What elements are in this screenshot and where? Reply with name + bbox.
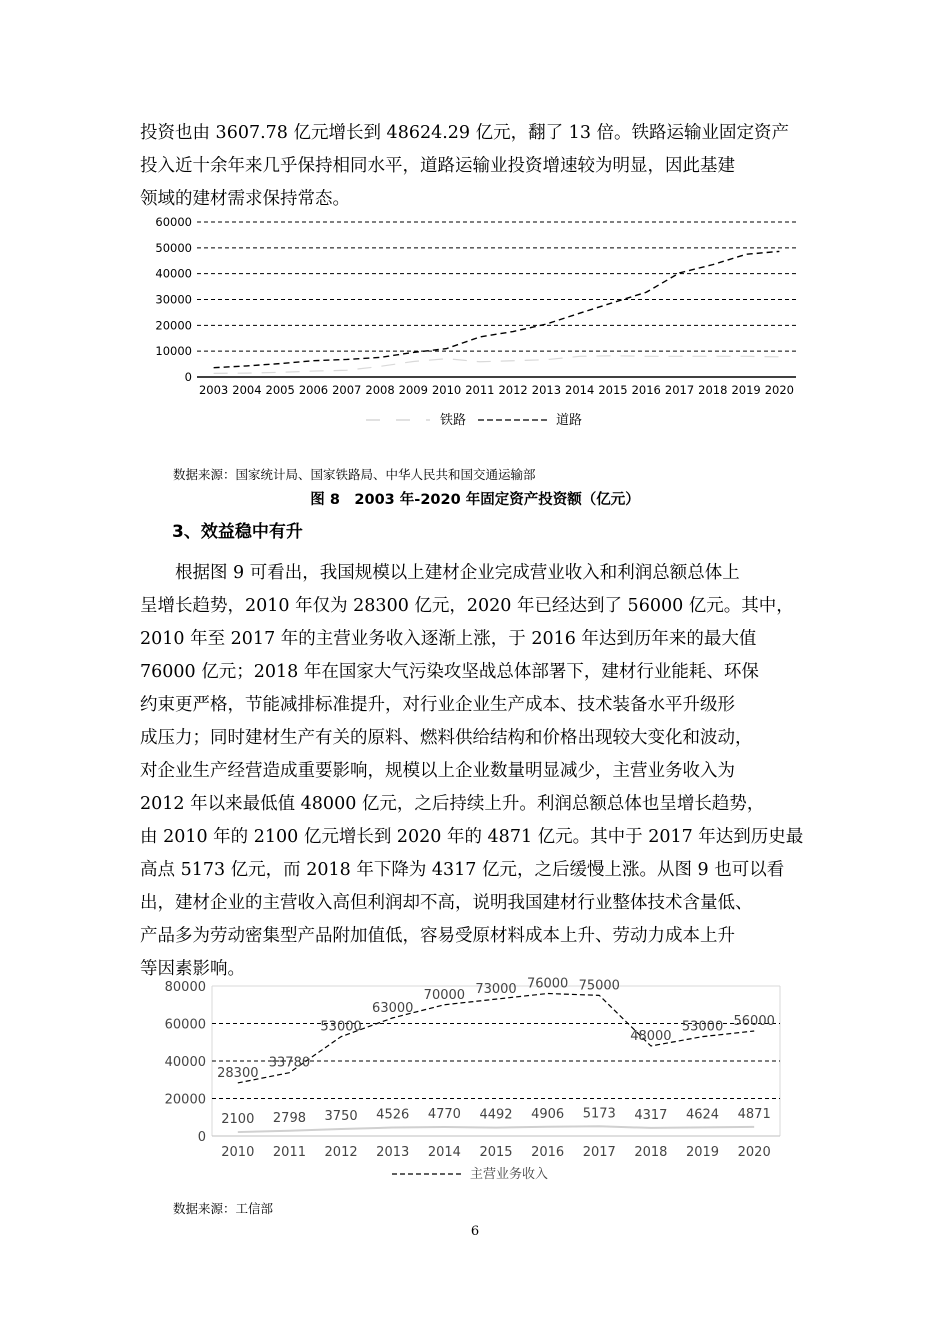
revenue-profit-chart bbox=[0, 972, 950, 1192]
text-line: 约束更严格，节能减排标准提升，对行业企业生产成本、技术装备水平升级形 bbox=[140, 695, 735, 715]
figure8-caption: 图 8 2003 年-2020 年固定资产投资额（亿元） bbox=[310, 492, 640, 508]
data-label-revenue: 76000 bbox=[526, 976, 569, 992]
y-tick-label: 0 bbox=[184, 370, 192, 384]
text-line: 投资也由 3607.78 亿元增长到 48624.29 亿元，翻了 13 倍。铁路运输业固定资产 bbox=[140, 123, 790, 143]
data-label-revenue: 75000 bbox=[578, 978, 620, 994]
text-line: 投入近十余年来几乎保持相同水平，道路运输业投资增速较为明显，因此基建 bbox=[140, 156, 735, 176]
x-tick-label: 2015 bbox=[479, 1145, 513, 1160]
y-tick-label: 10000 bbox=[155, 344, 192, 359]
x-tick-label: 2011 bbox=[465, 383, 495, 397]
x-tick-label: 2013 bbox=[376, 1145, 410, 1160]
body-paragraph bbox=[140, 557, 820, 986]
text-line: 等因素影响。 bbox=[140, 959, 245, 979]
data-label-profit: 4492 bbox=[479, 1107, 513, 1123]
text-line: 出，建材企业的主营收入高但利润却不高，说明我国建材行业整体技术含量低、 bbox=[140, 893, 753, 913]
y-tick-label: 20000 bbox=[155, 318, 192, 333]
x-tick-label: 2015 bbox=[598, 383, 628, 397]
data-label-profit: 4317 bbox=[634, 1107, 668, 1123]
text-line: 产品多为劳动密集型产品附加值低，容易受原材料成本上升、劳动力成本上升 bbox=[140, 926, 735, 946]
series-line-road bbox=[214, 251, 780, 367]
text-line: 由 2010 年的 2100 亿元增长到 2020 年的 4871 亿元。其中于 2017 年达到历史最 bbox=[140, 827, 804, 847]
data-label-revenue: 56000 bbox=[733, 1014, 775, 1029]
x-tick-label: 2011 bbox=[272, 1145, 307, 1160]
x-tick-label: 2016 bbox=[631, 383, 661, 397]
page-number: 6 bbox=[470, 1224, 480, 1239]
series-line-revenue bbox=[238, 994, 754, 1083]
legend-label-railway: 铁路 bbox=[440, 413, 467, 428]
series-line-profit bbox=[238, 1126, 754, 1132]
figure8-source: 数据来源：国家统计局、国家铁路局、中华人民共和国交通运输部 bbox=[173, 467, 536, 482]
y-tick-label: 0 bbox=[197, 1130, 206, 1145]
data-label-profit: 4526 bbox=[376, 1107, 410, 1123]
x-tick-label: 2009 bbox=[398, 383, 428, 397]
x-tick-label: 2008 bbox=[365, 383, 395, 397]
fixed-asset-investment-chart bbox=[0, 212, 950, 472]
y-tick-label: 40000 bbox=[155, 266, 192, 281]
data-label-profit: 5173 bbox=[582, 1106, 616, 1122]
text-line: 对企业生产经营造成重要影响，规模以上企业数量明显减少，主营业务收入为 bbox=[140, 761, 735, 781]
data-label-profit: 4624 bbox=[685, 1107, 720, 1123]
data-label-profit: 2100 bbox=[221, 1112, 255, 1128]
data-label-revenue: 48000 bbox=[630, 1029, 672, 1044]
y-tick-label: 50000 bbox=[155, 240, 192, 255]
x-tick-label: 2003 bbox=[198, 383, 229, 397]
y-tick-label: 20000 bbox=[164, 1092, 206, 1108]
x-tick-label: 2012 bbox=[498, 383, 528, 397]
data-label-profit: 4906 bbox=[531, 1106, 565, 1122]
series-line-railway bbox=[214, 356, 780, 374]
data-label-profit: 4770 bbox=[427, 1107, 461, 1123]
x-tick-label: 2017 bbox=[664, 383, 695, 397]
x-tick-label: 2020 bbox=[737, 1145, 771, 1160]
x-tick-label: 2010 bbox=[221, 1145, 255, 1160]
x-tick-label: 2006 bbox=[298, 383, 329, 397]
x-tick-label: 2019 bbox=[685, 1145, 720, 1160]
x-tick-label: 2007 bbox=[332, 383, 362, 397]
text-line: 呈增长趋势，2010 年仅为 28300 亿元，2020 年已经达到了 56000 亿元。其中， bbox=[140, 596, 794, 616]
x-tick-label: 2005 bbox=[265, 383, 295, 397]
data-label-revenue: 28300 bbox=[217, 1065, 259, 1081]
y-tick-label: 40000 bbox=[164, 1055, 206, 1070]
text-line: 2012 年以来最低值 48000 亿元，之后持续上升。利润总额总体也呈增长趋势， bbox=[140, 794, 765, 814]
legend-label-road: 道路 bbox=[556, 413, 583, 428]
x-tick-label: 2018 bbox=[698, 383, 728, 397]
section-heading: 3、效益稳中有升 bbox=[172, 522, 303, 542]
x-tick-label: 2013 bbox=[531, 383, 562, 397]
text-line: 高点 5173 亿元，而 2018 年下降为 4317 亿元，之后缓慢上涨。从图 9 也可以看 bbox=[140, 860, 785, 880]
x-tick-label: 2016 bbox=[531, 1145, 565, 1160]
data-label-revenue: 70000 bbox=[423, 987, 466, 1003]
data-label-revenue: 73000 bbox=[475, 982, 517, 998]
y-tick-label: 60000 bbox=[164, 1017, 206, 1033]
figure9-source: 数据来源：工信部 bbox=[173, 1201, 274, 1216]
data-label-profit: 3750 bbox=[324, 1108, 358, 1124]
x-tick-label: 2010 bbox=[431, 383, 462, 397]
data-label-profit: 2798 bbox=[272, 1110, 307, 1126]
x-tick-label: 2014 bbox=[427, 1145, 461, 1160]
text-line: 成压力；同时建材生产有关的原料、燃料供给结构和价格出现较大变化和波动， bbox=[140, 728, 753, 748]
data-label-revenue: 63000 bbox=[372, 1000, 414, 1016]
legend-label-revenue: 主营业务收入 bbox=[470, 1167, 549, 1182]
text-line: 2010 年至 2017 年的主营业务收入逐渐上涨，于 2016 年达到历年来的最大值 bbox=[140, 629, 757, 649]
text-line: 领域的建材需求保持常态。 bbox=[140, 189, 350, 209]
data-label-revenue: 53000 bbox=[320, 1019, 362, 1035]
x-tick-label: 2004 bbox=[232, 383, 262, 397]
data-label-profit: 4871 bbox=[737, 1106, 771, 1122]
x-tick-label: 2020 bbox=[764, 383, 795, 397]
y-tick-label: 60000 bbox=[155, 215, 192, 229]
text-line: 根据图 9 可看出，我国规模以上建材企业完成营业收入和利润总额总体上 bbox=[140, 563, 740, 583]
x-tick-label: 2014 bbox=[565, 383, 595, 397]
intro-paragraph bbox=[140, 117, 820, 216]
data-label-revenue: 53000 bbox=[681, 1019, 724, 1035]
x-tick-label: 2018 bbox=[634, 1145, 668, 1160]
y-tick-label: 30000 bbox=[155, 292, 192, 307]
y-tick-label: 80000 bbox=[164, 980, 206, 995]
x-tick-label: 2019 bbox=[731, 383, 761, 397]
x-tick-label: 2012 bbox=[324, 1145, 358, 1160]
x-tick-label: 2017 bbox=[582, 1145, 616, 1160]
text-line: 76000 亿元；2018 年在国家大气污染攻坚战总体部署下，建材行业能耗、环保 bbox=[140, 662, 759, 682]
data-label-revenue: 33780 bbox=[268, 1055, 311, 1071]
